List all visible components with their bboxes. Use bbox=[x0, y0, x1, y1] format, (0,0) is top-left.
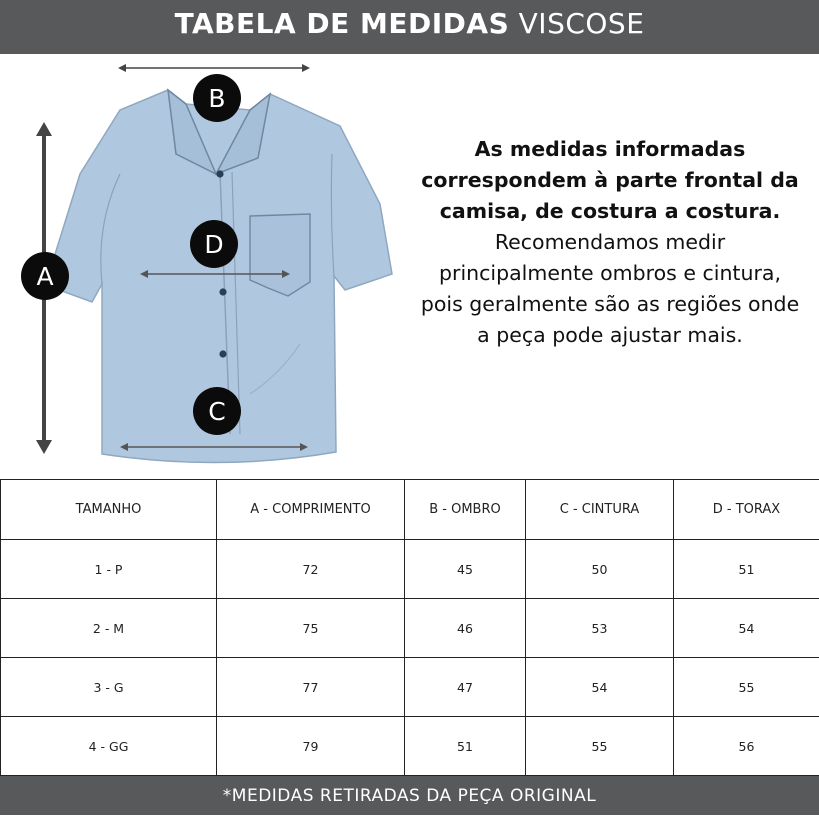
cell-comprimento: 72 bbox=[217, 540, 405, 599]
cell-size: 1 - P bbox=[1, 540, 217, 599]
label-a-text: A bbox=[36, 262, 53, 291]
header-torax: D - TORAX bbox=[674, 480, 819, 540]
cell-torax: 56 bbox=[674, 717, 819, 776]
shirt-button bbox=[216, 170, 223, 177]
header-title-light: VISCOSE bbox=[519, 7, 645, 40]
cell-size: 4 - GG bbox=[1, 717, 217, 776]
label-c bbox=[193, 387, 241, 435]
cell-ombro: 46 bbox=[405, 599, 526, 658]
header-title-bold: TABELA DE MEDIDAS bbox=[175, 7, 510, 40]
cell-ombro: 51 bbox=[405, 717, 526, 776]
measurement-note bbox=[420, 134, 800, 351]
label-c-text: C bbox=[208, 397, 225, 426]
size-table bbox=[0, 479, 819, 776]
cell-comprimento: 79 bbox=[217, 717, 405, 776]
cell-cintura: 54 bbox=[526, 658, 674, 717]
cell-size: 3 - G bbox=[1, 658, 217, 717]
arrow-a-head-bottom bbox=[36, 440, 52, 454]
header-cintura: C - CINTURA bbox=[526, 480, 674, 540]
cell-cintura: 53 bbox=[526, 599, 674, 658]
table-header-row bbox=[1, 480, 819, 540]
table-row bbox=[1, 599, 819, 658]
cell-torax: 54 bbox=[674, 599, 819, 658]
note-regular-text: Recomendamos medir principalmente ombros e cintura, pois geralmente são as regiões onde a peça pode ajustar mais. bbox=[420, 227, 800, 351]
cell-size: 2 - M bbox=[1, 599, 217, 658]
cell-torax: 51 bbox=[674, 540, 819, 599]
header-tamanho: TAMANHO bbox=[1, 480, 217, 540]
arrow-a-head-top bbox=[36, 122, 52, 136]
header-comprimento: A - COMPRIMENTO bbox=[217, 480, 405, 540]
table-row bbox=[1, 540, 819, 599]
shirt-illustration bbox=[0, 54, 410, 474]
header-ombro: B - OMBRO bbox=[405, 480, 526, 540]
label-b bbox=[193, 74, 241, 122]
table-row bbox=[1, 717, 819, 776]
cell-ombro: 45 bbox=[405, 540, 526, 599]
cell-ombro: 47 bbox=[405, 658, 526, 717]
shirt-pocket-shape bbox=[250, 214, 310, 296]
label-b-text: B bbox=[208, 84, 225, 113]
cell-cintura: 55 bbox=[526, 717, 674, 776]
shirt-button bbox=[219, 350, 226, 357]
page-footer bbox=[0, 776, 819, 815]
cell-cintura: 50 bbox=[526, 540, 674, 599]
shirt-button bbox=[219, 288, 226, 295]
cell-comprimento: 77 bbox=[217, 658, 405, 717]
footer-text: *MEDIDAS RETIRADAS DA PEÇA ORIGINAL bbox=[223, 786, 596, 806]
cell-torax: 55 bbox=[674, 658, 819, 717]
table-row bbox=[1, 658, 819, 717]
cell-comprimento: 75 bbox=[217, 599, 405, 658]
page-header bbox=[0, 0, 819, 54]
note-bold-text: As medidas informadas correspondem à parte frontal da camisa, de costura a costura. bbox=[420, 134, 800, 227]
label-d-text: D bbox=[204, 230, 223, 259]
label-d bbox=[190, 220, 238, 268]
label-a bbox=[21, 252, 69, 300]
